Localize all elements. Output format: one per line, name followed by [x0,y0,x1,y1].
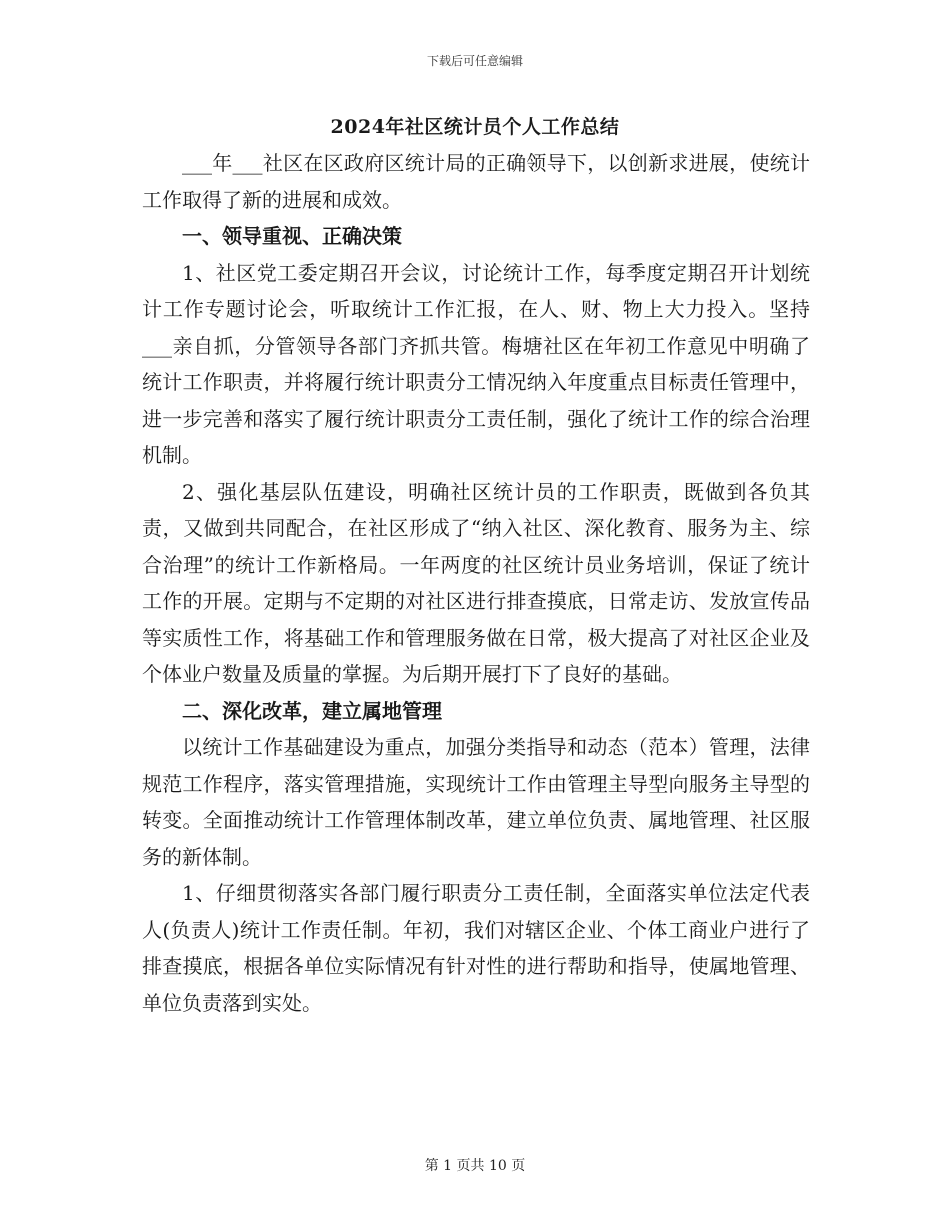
section-2-paragraph-2: 1、仔细贯彻落实各部门履行职责分工责任制，全面落实单位法定代表人(负责人)统计工作责任制。年初，我们对辖区企业、个体工商业户进行了排查摸底，根据各单位实际情况有针对性的进行帮助和指导，使属地管理、单位负责落到实处。 [142,881,810,1015]
document-title: 2024年社区统计员个人工作总结 [330,116,620,138]
section-1-heading: 一、领导重视、正确决策 [182,224,402,248]
document-body [142,145,810,1021]
section-1-paragraph-1: 1、社区党工委定期召开会议，讨论统计工作，每季度定期召开计划统计工作专题讨论会，听取统计工作汇报，在人、财、物上大力投入。坚持___亲自抓，分管领导各部门齐抓共管。梅塘社区在年初工作意见中明确了统计工作职责，并将履行统计职责分工情况纳入年度重点目标责任管理中，进一步完善和落实了履行统计职责分工责任制，强化了统计工作的综合治理机制。 [142,260,810,467]
page-number: 第 1 页共 10 页 [424,1158,526,1174]
page-header-note: 下载后可任意编辑 [426,54,523,68]
section-2-paragraph-1: 以统计工作基础建设为重点，加强分类指导和动态（范本）管理，法律规范工作程序，落实管理措施，实现统计工作由管理主导型向服务主导型的转变。全面推动统计工作管理体制改革，建立单位负责、属地管理、社区服务的新体制。 [142,735,810,869]
intro-paragraph: ___年___社区在区政府区统计局的正确领导下，以创新求进展，使统计工作取得了新的进展和成效。 [142,151,810,212]
section-1-paragraph-2: 2、强化基层队伍建设，明确社区统计员的工作职责，既做到各负其责，又做到共同配合，在社区形成了“纳入社区、深化教育、服务为主、综合治理”的统计工作新格局。一年两度的社区统计员业务培训，保证了统计工作的开展。定期与不定期的对社区进行排查摸底，日常走访、发放宣传品等实质性工作，将基础工作和管理服务做在日常，极大提高了对社区企业及个体业户数量及质量的掌握。为后期开展打下了良好的基础。 [142,479,810,686]
section-2-heading: 二、深化改革，建立属地管理 [182,698,442,723]
